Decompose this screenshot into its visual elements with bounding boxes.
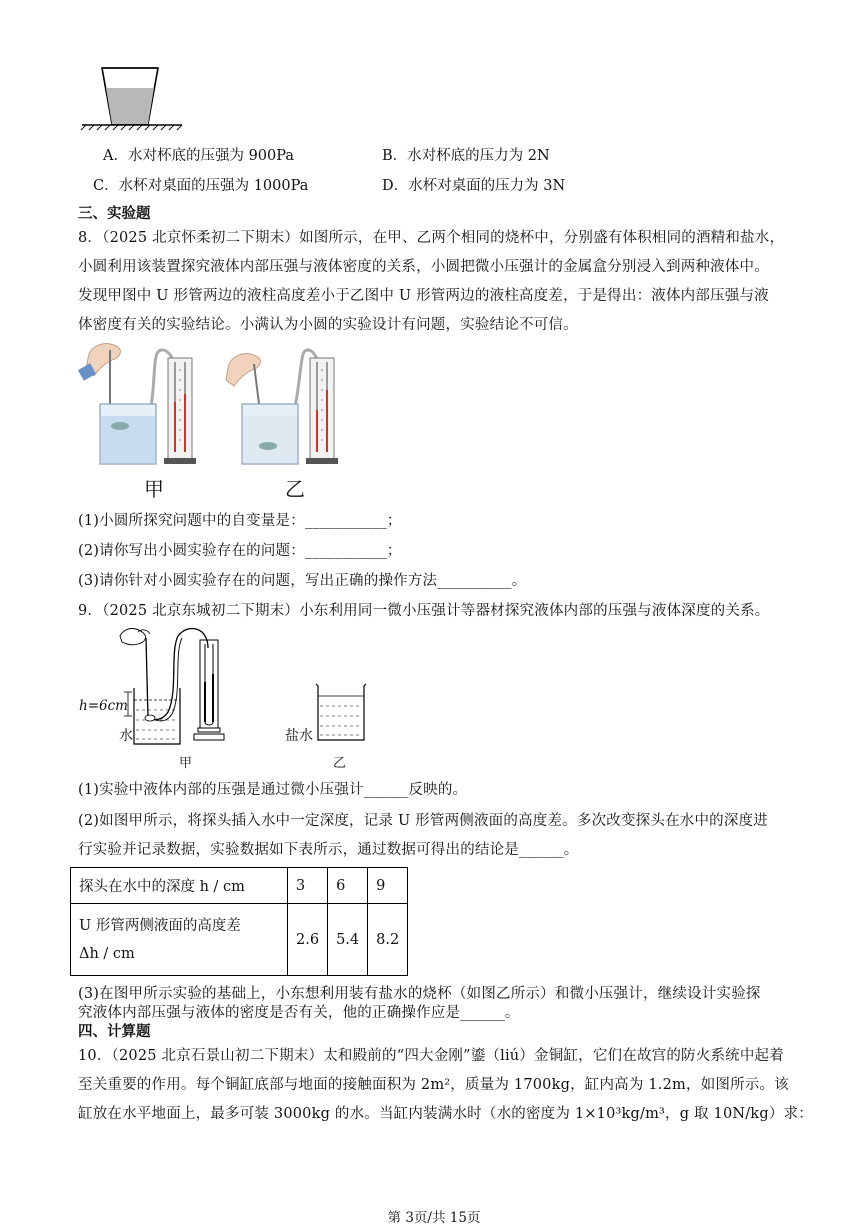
q8-sub-1: (1)小圆所探究问题中的自变量是：___________； xyxy=(78,513,402,529)
q10-line-3: 缸放在水平地面上，最多可装 3000kg 的水。当缸内装满水时（水的密度为 1×10³kg/m³，g 取 10N/kg）求： xyxy=(78,1106,813,1122)
q9-sub-1: (1)实验中液体内部的压强是通过微小压强计______反映的。 xyxy=(78,782,468,798)
table-row xyxy=(71,904,408,976)
q10-line-2: 至关重要的作用。每个铜缸底部与地面的接触面积为 2m²，质量为 1700kg，缸内高为 1.2m，如图所示。该 xyxy=(78,1077,789,1093)
table-cell: 6 xyxy=(328,868,368,904)
page-number: 第 3页/共 15页 xyxy=(387,1210,481,1226)
table-cell: 2.6 xyxy=(288,904,328,976)
q8-figure-label-jia: 甲 xyxy=(144,477,164,501)
cup-on-table-figure xyxy=(80,66,190,132)
q9-stem: 9．（2025 北京东城初二下期末）小东利用同一微小压强计等器材探究液体内部的压强与液体深度的关系。 xyxy=(78,603,770,619)
option-b: B．水对杯底的压力为 2N xyxy=(382,148,550,164)
table-cell: 8.2 xyxy=(368,904,408,976)
q8-apparatus-jia xyxy=(80,340,210,470)
table-header-height-diff-line-2: Δh / cm xyxy=(79,945,135,962)
q9-sub-3-line-2: 究液体内部压强与液体的密度是否有关，他的正确操作应是______。 xyxy=(78,1005,520,1021)
q8-sub-2: (2)请你写出小圆实验存在的问题：___________； xyxy=(78,543,402,559)
section-title-calculation: 四、计算题 xyxy=(78,1024,151,1040)
q8-apparatus-yi xyxy=(220,340,350,470)
q10-line-1: 10．（2025 北京石景山初二下期末）太和殿前的“四大金刚”鎏（liú）金铜缸，它们在故宫的防火系统中起着 xyxy=(78,1048,784,1064)
q8-line-4: 体密度有关的实验结论。小满认为小圆的实验设计有问题，实验结论不可信。 xyxy=(78,317,578,333)
table-row xyxy=(71,868,408,904)
q8-figure-label-yi: 乙 xyxy=(285,477,305,501)
option-d: D．水杯对桌面的压力为 3N xyxy=(382,178,566,194)
table-cell: 3 xyxy=(288,868,328,904)
table-cell: 9 xyxy=(368,868,408,904)
option-a: A．水对杯底的压强为 900Pa xyxy=(103,148,295,164)
q9-figure-label-jia: 甲 xyxy=(179,756,193,771)
table-header-height-diff xyxy=(71,904,288,976)
q9-water-label: 水 xyxy=(119,728,133,744)
table-header-height-diff-line-1: U 形管两侧液面的高度差 xyxy=(79,917,241,934)
q9-salt-water-label: 盐水 xyxy=(285,728,313,744)
q9-sub-3-line-1: (3)在图甲所示实验的基础上，小东想利用装有盐水的烧杯（如图乙所示）和微小压强计，继续设计实验探 xyxy=(78,986,761,1002)
table-cell: 5.4 xyxy=(328,904,368,976)
section-title-experiment: 三、实验题 xyxy=(78,206,151,222)
q9-apparatus-jia xyxy=(118,622,228,750)
table-header-depth: 探头在水中的深度 h / cm xyxy=(71,868,288,904)
q8-line-3: 发现甲图中 U 形管两边的液柱高度差小于乙图中 U 形管两边的液柱高度差，于是得出：液体内部压强与液 xyxy=(78,288,769,304)
q8-line-1: 8．（2025 北京怀柔初二下期末）如图所示，在甲、乙两个相同的烧杯中，分别盛有体积相同的酒精和盐水， xyxy=(78,230,785,246)
q9-beaker-yi xyxy=(314,682,366,742)
q8-line-2: 小圆利用该装置探究液体内部压强与液体密度的关系，小圆把微小压强计的金属盒分别浸入到两种液体中。 xyxy=(78,259,769,275)
q9-h-label: h=6cm xyxy=(79,698,128,714)
q8-sub-3: (3)请你针对小圆实验存在的问题，写出正确的操作方法__________。 xyxy=(78,573,527,589)
q9-data-table xyxy=(70,867,408,976)
q9-figure-label-yi: 乙 xyxy=(333,756,347,771)
option-c: C．水杯对桌面的压强为 1000Pa xyxy=(93,178,309,194)
q9-sub-2-line-1: (2)如图甲所示，将探头插入水中一定深度，记录 U 形管两侧液面的高度差。多次改变探头在水中的深度进 xyxy=(78,813,768,829)
q9-sub-2-line-2: 行实验并记录数据，实验数据如下表所示，通过数据可得出的结论是______。 xyxy=(78,842,579,858)
